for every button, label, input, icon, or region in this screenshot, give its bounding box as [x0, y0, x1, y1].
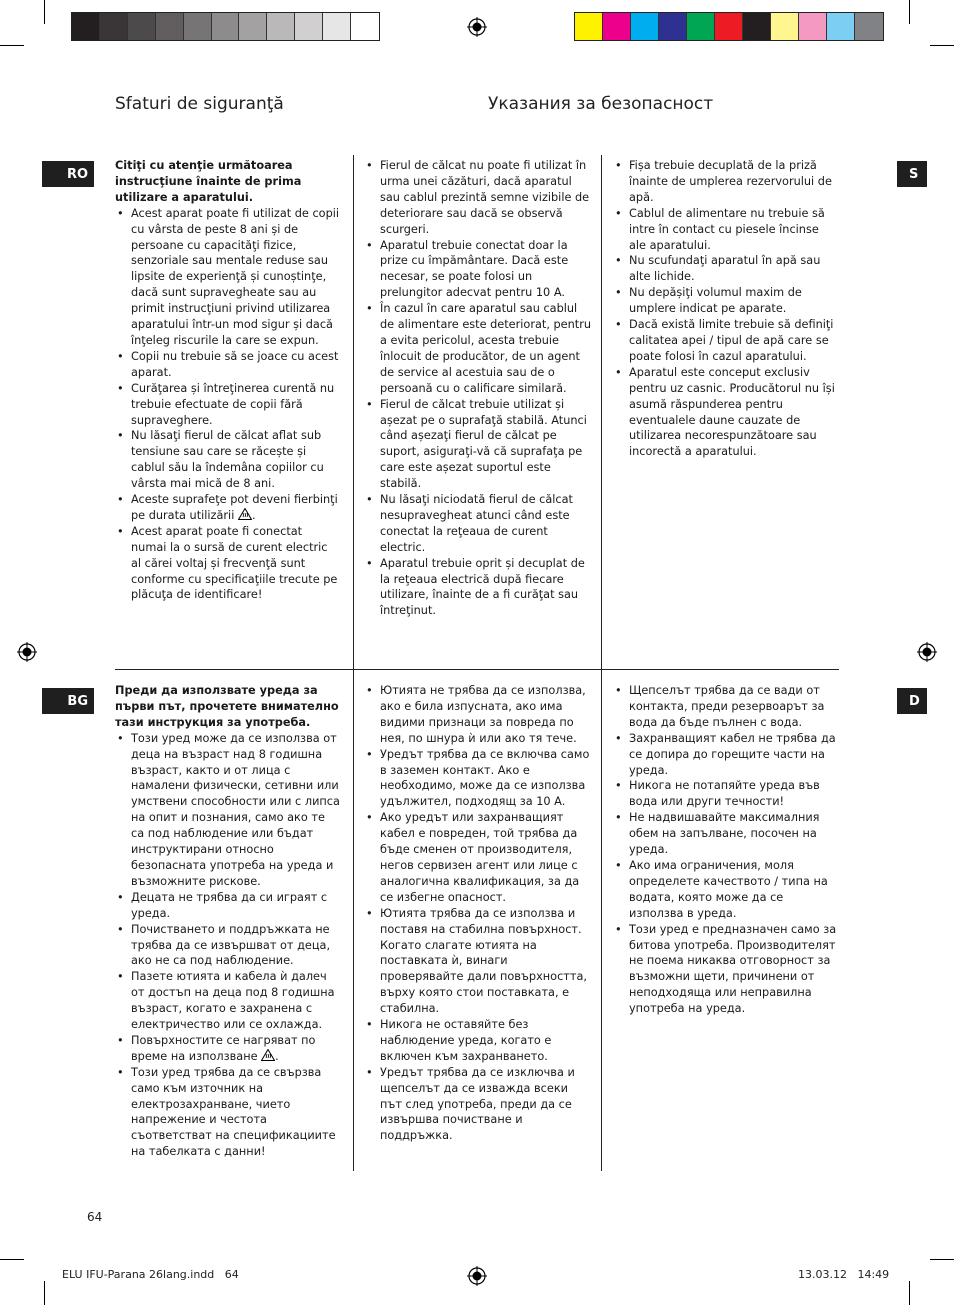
ro-column-3 — [613, 158, 839, 460]
list-item: • Никога не потапяйте уреда във вода или други течности! — [613, 778, 840, 810]
color-swatch — [827, 13, 855, 40]
color-swatch — [72, 13, 100, 40]
color-swatch — [575, 13, 603, 40]
page-title-bg: Указания за безопасност — [488, 94, 714, 114]
list-item: • Не надвишавайте максималния обем на запълване, посочен на уреда. — [613, 810, 840, 858]
crop-mark — [0, 45, 24, 46]
language-tab-ro: RO — [42, 161, 94, 187]
list-item: • Nu lăsaţi fierul de călcat aflat sub tensiune sau care se răcește și cablul său la îndemâna copiilor cu vârsta mai mică de 8 ani. — [115, 428, 340, 492]
list-item: • Почистването и поддръжката не трябва да се извършват от деца, ако не са под наблюдение. — [115, 922, 341, 970]
list-item: • Aparatul trebuie oprit și decuplat de la reţeaua electrică după fiecare utilizare, înainte de a fi curăţat sau întreţinut. — [364, 556, 591, 620]
color-swatch — [239, 13, 267, 40]
color-swatch — [128, 13, 156, 40]
list-item: • Щепселът трябва да се вади от контакта, преди резервоарът за вода да бъде пълнен с вода. — [613, 683, 840, 731]
color-swatch — [743, 13, 771, 40]
column-divider — [601, 670, 602, 1171]
crop-mark — [930, 45, 954, 46]
ro-list-2 — [364, 158, 591, 619]
column-divider — [353, 670, 354, 1171]
column-divider — [601, 155, 602, 669]
list-item: • Aceste suprafeţe pot deveni fierbinţi pe durata utilizării . — [115, 492, 340, 524]
process-color-bar — [574, 12, 884, 41]
crop-mark — [909, 1281, 910, 1305]
ro-list-1 — [115, 206, 340, 604]
color-swatch — [799, 13, 827, 40]
list-item: • Ако уредът или захранващият кабел е повреден, той трябва да бъде сменен от производителя, негов сервизен агент или лице с аналогична квалификация, за да се избегне опасност. — [364, 810, 592, 905]
list-item: • Aparatul trebuie conectat doar la prize cu împământare. Dacă este necesar, se poate folosi un prelungitor adecvat pentru 10 A. — [364, 238, 591, 302]
crop-mark — [44, 1281, 45, 1305]
list-item: • Повърхностите се нагряват по време на използване . — [115, 1033, 341, 1065]
list-item-text: Повърхностите се нагряват по време на използване — [131, 1033, 316, 1063]
list-item: • Acest aparat poate fi utilizat de copii cu vârsta de peste 8 ani și de persoane cu capacităţi fizice, senzoriale sau mentale reduse sau lipsite de experienţă și cunoștinţe, dacă sunt supravegheate sau au primit instrucţiuni privind utilizarea aparatului într-un mod sigur și dacă înţeleg riscurile la care se expun. — [115, 206, 340, 349]
bg-intro: Преди да използвате уреда за първи път, прочетете внимателно тази инструкция за употреба. — [115, 684, 339, 729]
list-item: • Уредът трябва да се включва само в заземен контакт. Ако е необходимо, може да се използва удължител, подходящ за 10 A. — [364, 747, 592, 811]
list-item: • În cazul în care aparatul sau cablul de alimentare este deteriorat, pentru a evita pericolul, acesta trebuie înlocuit de producător, de un agent de service al acestuia sau de o persoană cu o calificare similară. — [364, 301, 591, 396]
list-item: • Ютията не трябва да се използва, ако е била изпусната, ако има видими признаци за повреда по нея, по шнура ѝ или ако тя тече. — [364, 683, 592, 747]
list-item: • Уредът трябва да се изключва и щепселът да се изважда всеки път след употреба, преди да се извършва почистване и поддръжка. — [364, 1065, 592, 1145]
color-swatch — [295, 13, 323, 40]
hot-surface-warning-icon — [238, 508, 252, 520]
list-item: • Curăţarea și întreţinerea curentă nu trebuie efectuate de copii fără supraveghere. — [115, 381, 340, 429]
hot-surface-warning-icon — [261, 1049, 275, 1061]
crop-mark — [0, 1259, 24, 1260]
bg-list-2 — [364, 683, 592, 1144]
list-item: • Този уред трябва да се свързва само към източник на електрозахранване, чието напрежение и честота съответстват на спецификациите на табелката с данни! — [115, 1065, 341, 1160]
column-divider — [353, 155, 354, 669]
registration-mark-icon — [467, 17, 487, 37]
print-date: 13.03.12 14:49 — [798, 1268, 890, 1281]
bg-column-3 — [613, 683, 840, 1017]
gray-color-bar — [71, 12, 380, 41]
color-swatch — [659, 13, 687, 40]
crop-mark — [909, 0, 910, 24]
list-item: • Nu scufundaţi aparatul în apă sau alte lichide. — [613, 253, 839, 285]
color-swatch — [631, 13, 659, 40]
section-divider — [115, 669, 839, 670]
color-swatch — [156, 13, 184, 40]
page-title-ro: Sfaturi de siguranţă — [115, 94, 284, 114]
language-tab-next: D — [897, 688, 927, 714]
list-item-text: Aceste suprafeţe pot deveni fierbinţi pe durata utilizării — [131, 493, 338, 522]
crop-mark — [44, 0, 45, 24]
list-item: • Този уред може да се използва от деца на възраст над 8 годишна възраст, както и от лица с намалени физически, сетивни или умствени способности или с липса на опит и познания, само ако те са под наблюдение или бъдат инструктирани относно безопасната употреба на уреда и възможните рискове. — [115, 731, 341, 890]
color-swatch — [323, 13, 351, 40]
ro-intro: Citiţi cu atenţie următoarea instrucţiune înainte de prima utilizare a aparatului. — [115, 159, 302, 204]
file-slug: ELU IFU-Parana 26lang.indd 64 — [62, 1268, 239, 1281]
list-item: • Fierul de călcat trebuie utilizat și așezat pe o suprafaţă stabilă. Atunci când așezaţi fierul de călcat pe suport, asiguraţi-vă că suprafaţa pe care este așezat suportul este stabilă. — [364, 397, 591, 492]
color-swatch — [351, 13, 379, 40]
list-item: • Пазете ютията и кабела ѝ далеч от достъп на деца под 8 годишна възраст, когато е захранена с електричество или се охлажда. — [115, 969, 341, 1033]
bg-list-1 — [115, 731, 341, 1160]
color-swatch — [267, 13, 295, 40]
list-item: • Nu depășiţi volumul maxim de umplere indicat pe aparate. — [613, 285, 839, 317]
color-swatch — [212, 13, 240, 40]
registration-mark-icon — [467, 1266, 487, 1286]
ro-column-2 — [364, 158, 591, 619]
color-swatch — [687, 13, 715, 40]
color-swatch — [603, 13, 631, 40]
color-swatch — [855, 13, 883, 40]
list-item: • Ютията трябва да се използва и поставя на стабилна повърхност. Когато слагате ютията на поставката ѝ, винаги проверявайте дали повърхността, върху която стои поставката, е стабилна. — [364, 906, 592, 1017]
list-item: • Ако има ограничения, моля определете качеството / типа на водата, която може да се използва в уреда. — [613, 858, 840, 922]
registration-mark-icon — [917, 642, 937, 662]
bg-list-3 — [613, 683, 840, 1017]
list-item: • Децата не трябва да си играят с уреда. — [115, 890, 341, 922]
list-item: • Nu lăsaţi niciodată fierul de călcat nesupravegheat atunci când este conectat la reţeaua de curent electric. — [364, 492, 591, 556]
ro-column-1 — [115, 158, 340, 603]
color-swatch — [100, 13, 128, 40]
list-item: • Fierul de călcat nu poate fi utilizat în urma unei căzături, dacă aparatul sau cablul prezintă semne vizibile de deteriorare sau dacă se observă scurgeri. — [364, 158, 591, 238]
list-item: • Acest aparat poate fi conectat numai la o sursă de curent electric al cărei voltaj și frecvenţă sunt conforme cu specificaţiile trecute pe plăcuţa de identificare! — [115, 524, 340, 604]
registration-mark-icon — [17, 642, 37, 662]
list-item: • Copii nu trebuie să se joace cu acest aparat. — [115, 349, 340, 381]
list-item: • Fișa trebuie decuplată de la priză înainte de umplerea rezervorului de apă. — [613, 158, 839, 206]
color-swatch — [715, 13, 743, 40]
language-tab-next: S — [897, 161, 927, 187]
bg-column-1 — [115, 683, 341, 1160]
ro-list-3 — [613, 158, 839, 460]
list-item: • Захранващият кабел не трябва да се допира до горещите части на уреда. — [613, 731, 840, 779]
list-item: • Dacă există limite trebuie să definiţi calitatea apei / tipul de apă care se poate folosi în cazul aparatului. — [613, 317, 839, 365]
list-item: • Никога не оставяйте без наблюдение уреда, когато е включен към захранването. — [364, 1017, 592, 1065]
page-number: 64 — [87, 1210, 103, 1224]
language-tab-bg: BG — [42, 688, 94, 714]
list-item: • Cablul de alimentare nu trebuie să intre în contact cu piesele încinse ale aparatului. — [613, 206, 839, 254]
list-item: • Този уред е предназначен само за битова употреба. Производителят не поема никаква отговорност за възможни щети, причинени от неподходяща или неправилна употреба на уреда. — [613, 922, 840, 1017]
bg-column-2 — [364, 683, 592, 1144]
list-item: • Aparatul este conceput exclusiv pentru uz casnic. Producătorul nu își asumă răspunderea pentru eventualele daune cauzate de utilizarea necorespunzătoare sau incorectă a aparatului. — [613, 365, 839, 460]
crop-mark — [930, 1259, 954, 1260]
color-swatch — [771, 13, 799, 40]
color-swatch — [184, 13, 212, 40]
